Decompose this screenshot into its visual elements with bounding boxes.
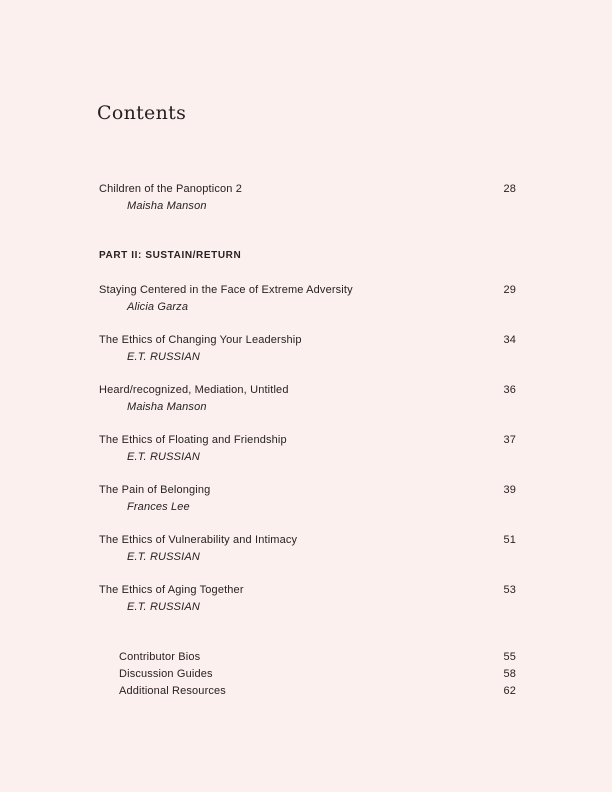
toc-entry-row	[99, 383, 516, 397]
back-matter-row	[99, 684, 516, 698]
entry-title: The Pain of Belonging	[99, 484, 211, 496]
entry-author: Frances Lee	[127, 501, 190, 513]
entry-author: Alicia Garza	[127, 301, 189, 313]
back-matter-title: Discussion Guides	[119, 668, 213, 680]
entry-author: Maisha Manson	[127, 200, 207, 212]
entry-title: Children of the Panopticon 2	[99, 183, 243, 195]
back-matter-title: Contributor Bios	[119, 651, 201, 663]
entry-page-number: 51	[503, 534, 516, 546]
entry-title: The Ethics of Floating and Friendship	[99, 434, 287, 446]
entry-page-number: 28	[503, 183, 516, 195]
toc-entry	[99, 283, 516, 314]
toc-entry-row	[99, 483, 516, 497]
back-matter-row	[99, 667, 516, 681]
toc-entry-row	[99, 333, 516, 347]
back-matter-row	[99, 650, 516, 664]
toc-entry-row	[99, 533, 516, 547]
entry-title: Heard/recognized, Mediation, Untitled	[99, 384, 289, 396]
entry-author: Maisha Manson	[127, 401, 207, 413]
entry-title: The Ethics of Vulnerability and Intimacy	[99, 534, 298, 546]
entry-page-number: 34	[503, 334, 516, 346]
entry-author: E.T. RUSSIAN	[127, 601, 200, 613]
page-title: Contents	[97, 102, 187, 124]
entry-author: E.T. RUSSIAN	[127, 451, 200, 463]
toc-entry	[99, 182, 516, 213]
toc-entry	[99, 583, 516, 614]
toc-entry-row	[99, 583, 516, 597]
back-matter-page-number: 58	[503, 668, 516, 680]
back-matter-page-number: 62	[503, 685, 516, 697]
toc-entry	[99, 333, 516, 364]
toc-entry-row	[99, 433, 516, 447]
back-matter-page-number: 55	[503, 651, 516, 663]
toc-entry	[99, 433, 516, 464]
toc-entry	[99, 533, 516, 564]
entry-page-number: 53	[503, 584, 516, 596]
entry-title: Staying Centered in the Face of Extreme Adversity	[99, 284, 353, 296]
entry-title: The Ethics of Aging Together	[99, 584, 244, 596]
back-matter-title: Additional Resources	[119, 685, 226, 697]
toc-entry-row	[99, 182, 516, 196]
toc-entry-row	[99, 283, 516, 297]
entry-page-number: 36	[503, 384, 516, 396]
toc-entry	[99, 383, 516, 414]
entry-author: E.T. RUSSIAN	[127, 351, 200, 363]
entry-page-number: 39	[503, 484, 516, 496]
entry-title: The Ethics of Changing Your Leadership	[99, 334, 302, 346]
entry-author: E.T. RUSSIAN	[127, 551, 200, 563]
toc-entry	[99, 483, 516, 514]
entry-page-number: 37	[503, 434, 516, 446]
entry-page-number: 29	[503, 284, 516, 296]
section-heading: PART II: SUSTAIN/RETURN	[99, 250, 242, 261]
